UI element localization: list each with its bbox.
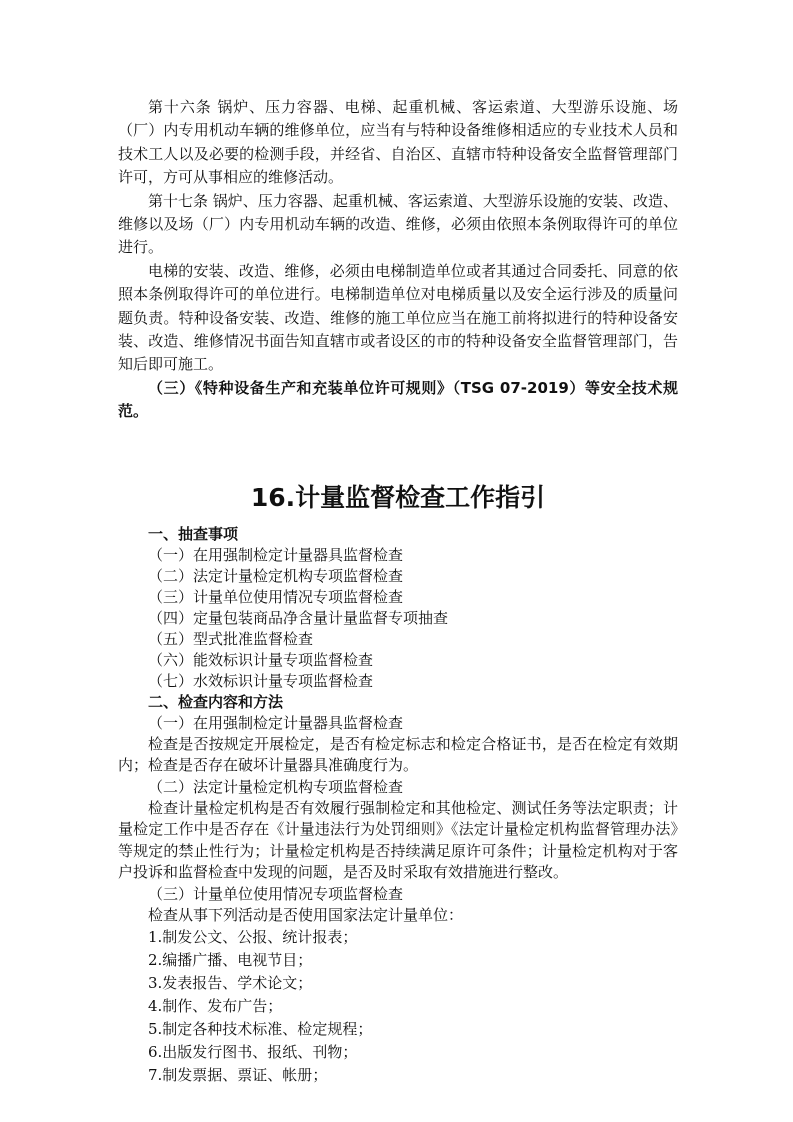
sub2-body: 检查计量检定机构是否有效履行强制检定和其他检定、测试任务等法定职责；计量检定工作中是否存在《计量违法行为处罚细则》《法定计量检定机构监督管理办法》等规定的禁止性行为；计量检定机构是否持续满足原许可条件；计量检定机构对于客户投诉和监督检查中发现的问题，是否及时采取有效措施进行整改。	[118, 798, 678, 882]
part1-heading: 一、抽查事项	[148, 524, 239, 543]
sub3-body: 检查从事下列活动是否使用国家法定计量单位：	[148, 905, 464, 924]
inspection-item: （四）定量包装商品净含量计量监督专项抽查	[148, 608, 449, 627]
sub2-title: （二）法定计量检定机构专项监督检查	[148, 777, 404, 796]
inspection-item: （七）水效标识计量专项监督检查	[148, 671, 374, 690]
inspection-item: （三）计量单位使用情况专项监督检查	[148, 587, 404, 606]
inspection-item: （五）型式批准监督检查	[148, 629, 314, 648]
list-item: 5.制定各种技术标准、检定规程；	[148, 1020, 373, 1039]
elevator-paragraph: 电梯的安装、改造、维修，必须由电梯制造单位或者其通过合同委托、同意的依照本条例取得许可的单位进行。电梯制造单位对电梯质量以及安全运行涉及的质量问题负责。特种设备安装、改造、维修的施工单位应当在施工前将拟进行的特种设备安装、改造、维修情况书面告知直辖市或者设区的市的特种设备安全监督管理部门，告知后即可施工。	[118, 261, 678, 374]
list-item: 1.制发公文、公报、统计报表；	[148, 928, 358, 947]
list-item: 3.发表报告、学术论文；	[148, 974, 313, 993]
list-item: 2.编播广播、电视节目；	[148, 951, 313, 970]
inspection-item: （二）法定计量检定机构专项监督检查	[148, 566, 404, 585]
section-title: 16.计量监督检查工作指引	[250, 482, 546, 512]
part2-heading: 二、检查内容和方法	[148, 692, 284, 711]
tsg-regulation-paragraph: （三）《特种设备生产和充装单位许可规则》（TSG 07-2019）等安全技术规范。	[118, 378, 678, 421]
list-item: 4.制作、发布广告；	[148, 997, 283, 1016]
inspection-item: （一）在用强制检定计量器具监督检查	[148, 545, 404, 564]
inspection-item: （六）能效标识计量专项监督检查	[148, 650, 374, 669]
article-17-paragraph: 第十七条 锅炉、压力容器、起重机械、客运索道、大型游乐设施的安装、改造、维修以及场（厂）内专用机动车辆的改造、维修，必须由依照本条例取得许可的单位进行。	[118, 191, 678, 257]
sub3-title: （三）计量单位使用情况专项监督检查	[148, 884, 404, 903]
list-item: 6.出版发行图书、报纸、刊物；	[148, 1043, 358, 1062]
article-16-paragraph: 第十六条 锅炉、压力容器、电梯、起重机械、客运索道、大型游乐设施、场（厂）内专用机动车辆的维修单位，应当有与特种设备维修相适应的专业技术人员和技术工人以及必要的检测手段，并经省、自治区、直辖市特种设备安全监督管理部门许可，方可从事相应的维修活动。	[118, 98, 678, 187]
sub1-body: 检查是否按规定开展检定，是否有检定标志和检定合格证书，是否在检定有效期内；检查是否存在破坏计量器具准确度行为。	[118, 734, 678, 775]
document-page	[118, 96, 678, 1087]
list-item: 7.制发票据、票证、帐册；	[148, 1066, 328, 1085]
sub1-title: （一）在用强制检定计量器具监督检查	[148, 713, 404, 732]
